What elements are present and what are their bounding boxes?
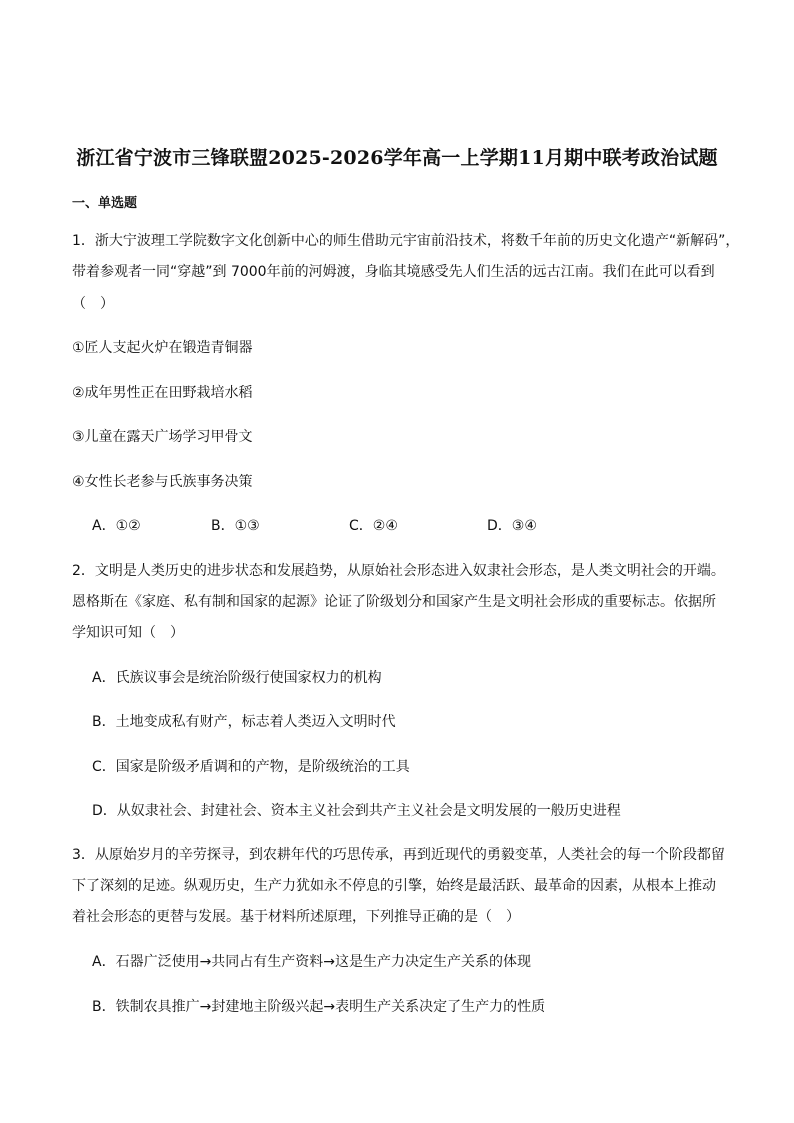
q2-stem-line: 学知识可知（ ）: [72, 625, 184, 641]
q2-option-d: D．从奴隶社会、封建社会、资本主义社会到共产主义社会是文明发展的一般历史进程: [92, 803, 621, 819]
q1-stem-line: 带着参观者一同“穿越”到 7000年前的河姆渡，身临其境感受先人们生活的远古江南。我们在此可以看到: [72, 264, 715, 280]
q2-option-a: A．氏族议事会是统治阶级行使国家权力的机构: [92, 670, 382, 686]
q1-option-a: A．①②: [92, 518, 141, 534]
q2-option-b: B．土地变成私有财产，标志着人类迈入文明时代: [92, 714, 396, 730]
document-title: 浙江省宁波市三锋联盟2025-2026学年高一上学期11月期中联考政治试题: [76, 147, 718, 169]
q1-item: ①匠人支起火炉在锻造青铜器: [72, 340, 253, 356]
q1-item: ③儿童在露天广场学习甲骨文: [72, 429, 253, 445]
q3-stem-line: 3．从原始岁月的辛劳探寻，到农耕年代的巧思传承，再到近现代的勇毅变革，人类社会的每一个阶段都留: [72, 847, 725, 863]
section-heading: 一、单选题: [72, 196, 138, 211]
q1-option-b: B．①③: [211, 518, 260, 534]
q1-item: ②成年男性正在田野栽培水稻: [72, 385, 253, 401]
q1-stem-line: 1．浙大宁波理工学院数字文化创新中心的师生借助元宇宙前沿技术，将数千年前的历史文化遗产“新解码”，: [72, 233, 740, 249]
q1-option-d: D．③④: [487, 518, 537, 534]
q2-stem-line: 2．文明是人类历史的进步状态和发展趋势，从原始社会形态进入奴隶社会形态，是人类文明社会的开端。: [72, 563, 725, 579]
q1-option-c: C．②④: [349, 518, 398, 534]
q3-option-a: A．石器广泛使用→共同占有生产资料→这是生产力决定生产关系的体现: [92, 954, 532, 970]
q3-stem-line: 着社会形态的更替与发展。基于材料所述原理，下列推导正确的是（ ）: [72, 909, 520, 925]
q1-stem-line: （ ）: [72, 296, 114, 312]
q3-option-b: B．铁制农具推广→封建地主阶级兴起→表明生产关系决定了生产力的性质: [92, 999, 546, 1015]
q2-stem-line: 恩格斯在《家庭、私有制和国家的起源》论证了阶级划分和国家产生是文明社会形成的重要标志。依据所: [72, 594, 716, 610]
q2-option-c: C．国家是阶级矛盾调和的产物，是阶级统治的工具: [92, 759, 410, 775]
q1-item: ④女性长老参与氏族事务决策: [72, 474, 253, 490]
q3-stem-line: 下了深刻的足迹。纵观历史，生产力犹如永不停息的引擎，始终是最活跃、最革命的因素，从根本上推动: [72, 878, 716, 894]
